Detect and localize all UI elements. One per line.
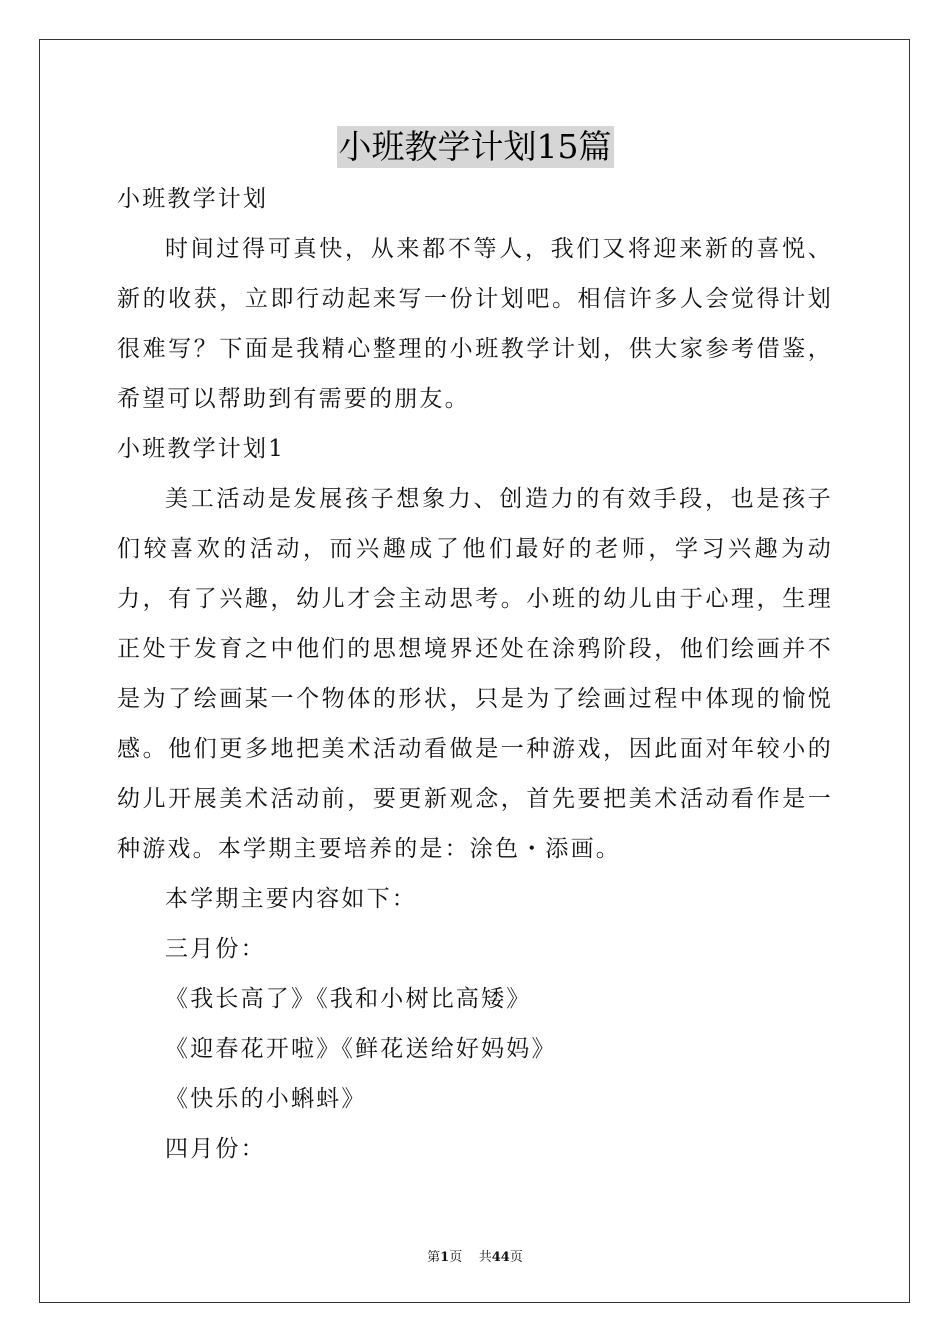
title-wrap xyxy=(0,126,950,168)
footer-total-suffix: 页 xyxy=(509,1250,523,1265)
content-intro: 本学期主要内容如下： xyxy=(165,886,417,912)
footer-prefix: 第 xyxy=(427,1250,441,1265)
footer-total-pages: 44 xyxy=(491,1250,510,1265)
heading-plan-1: 小班教学计划1 xyxy=(117,436,286,462)
intro-paragraph: 时间过得可真快，从来都不等人，我们又将迎来新的喜悦、新的收获，立即行动起来写一份计划吧。相信许多人会觉得计划很难写？下面是我精心整理的小班教学计划，供大家参考借鉴，希望可以帮助到有需要的朋友。 xyxy=(117,236,833,412)
april-label: 四月份： xyxy=(165,1136,266,1162)
march-label: 三月份： xyxy=(165,936,266,962)
footer-page-suffix: 页 xyxy=(449,1250,463,1265)
body-paragraph: 美工活动是发展孩子想象力、创造力的有效手段，也是孩子们较喜欢的活动，而兴趣成了他们最好的老师，学习兴趣为动力，有了兴趣，幼儿才会主动思考。小班的幼儿由于心理，生理正处于发育之中他们的思想境界还处在涂鸦阶段，他们绘画并不是为了绘画某一个物体的形状，只是为了绘画过程中体现的愉悦感。他们更多地把美术活动看做是一种游戏，因此面对年较小的幼儿开展美术活动前，要更新观念，首先要把美术活动看作是一种游戏。本学期主要培养的是：涂色・添画。 xyxy=(117,486,833,862)
document-title: 小班教学计划15篇 xyxy=(338,127,612,166)
page-footer xyxy=(0,1246,950,1265)
footer-total-prefix: 共 xyxy=(478,1250,492,1265)
document-body xyxy=(117,174,833,1174)
march-item: 《快乐的小蝌蚪》 xyxy=(165,1086,367,1112)
heading-intro: 小班教学计划 xyxy=(117,186,269,212)
march-item: 《迎春花开啦》《鲜花送给好妈妈》 xyxy=(165,1036,557,1062)
footer-page-number: 1 xyxy=(440,1250,450,1265)
march-item: 《我长高了》《我和小树比高矮》 xyxy=(165,986,532,1012)
